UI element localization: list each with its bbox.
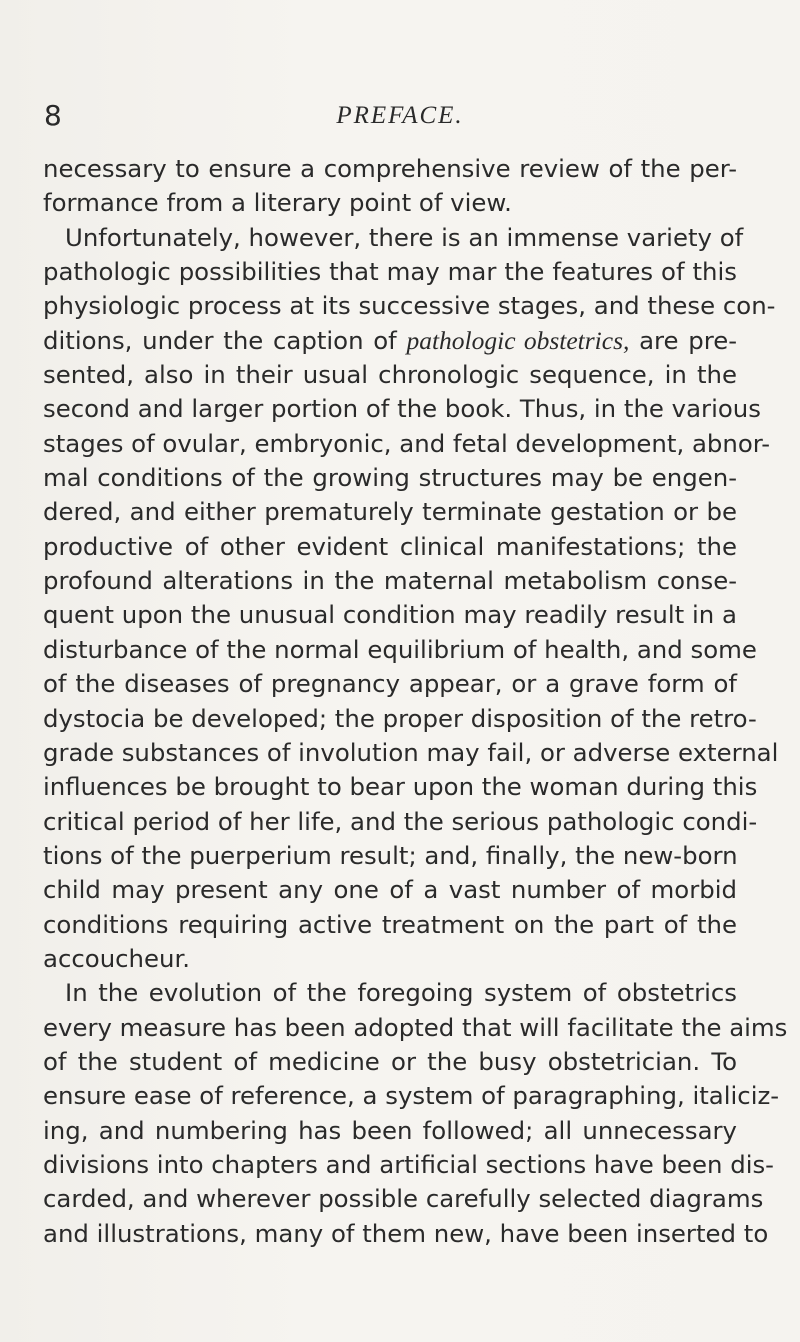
text-line: sented, also in their usual chronologic sequence, in the xyxy=(43,360,737,390)
text-line: every measure has been adopted that will facilitate the aims xyxy=(43,1012,788,1042)
text-line: stages of ovular, embryonic, and fetal development, abnor- xyxy=(43,428,771,458)
text-line: accoucheur. xyxy=(43,943,191,973)
body-text xyxy=(43,152,788,1251)
text-line: In the evolution of the foregoing system of obstetrics xyxy=(65,978,737,1008)
text-line: child may present any one of a vast number of morbid xyxy=(43,875,737,905)
text-line: critical period of her life, and the serious pathologic condi- xyxy=(43,806,758,836)
text-line: formance from a literary point of view. xyxy=(43,188,512,218)
text-line: disturbance of the normal equilibrium of health, and some xyxy=(43,634,757,664)
text-line: ensure ease of reference, a system of paragraphing, italiciz- xyxy=(43,1081,780,1111)
text-line: influences be brought to bear upon the woman during this xyxy=(43,772,758,802)
text-line: pathologic possibilities that may mar the features of this xyxy=(43,257,737,287)
text-line: tions of the puerperium result; and, finally, the new-born xyxy=(43,840,738,870)
text-line: and illustrations, many of them new, have been inserted to xyxy=(43,1218,769,1248)
running-title: PREFACE. xyxy=(336,102,464,129)
text-line: quent upon the unusual condition may readily result in a xyxy=(43,600,737,630)
running-head xyxy=(44,96,734,136)
text-line-part: are pre- xyxy=(639,325,738,355)
text-line: carded, and wherever possible carefully selected diagrams xyxy=(43,1184,764,1214)
text-line: dered, and either prematurely terminate gestation or be xyxy=(43,497,737,527)
text-line: second and larger portion of the book. Thus, in the various xyxy=(43,394,761,424)
text-line: of the diseases of pregnancy appear, or a grave form of xyxy=(43,669,737,699)
text-line: profound alterations in the maternal metabolism conse- xyxy=(43,566,737,596)
text-line-part: ditions, under the caption of xyxy=(43,325,397,355)
page-number: 8 xyxy=(44,99,62,132)
text-line: necessary to ensure a comprehensive review of the per- xyxy=(43,154,737,183)
text-line: productive of other evident clinical manifestations; the xyxy=(43,531,737,561)
text-line: Unfortunately, however, there is an immense variety of xyxy=(65,222,744,252)
text-line: ing, and numbering has been followed; all unnecessary xyxy=(43,1115,737,1145)
text-line xyxy=(43,324,737,358)
italic-phrase: pathologic obstetrics, xyxy=(406,325,630,355)
text-line: divisions into chapters and artificial sections have been dis- xyxy=(43,1149,774,1179)
text-line: conditions requiring active treatment on the part of the xyxy=(43,909,737,939)
text-line: dystocia be developed; the proper disposition of the retro- xyxy=(43,703,757,733)
text-line: grade substances of involution may fail, or adverse external xyxy=(43,737,779,767)
text-line: of the student of medicine or the busy obstetrician. To xyxy=(43,1046,737,1076)
text-line: mal conditions of the growing structures may be engen- xyxy=(43,463,737,493)
text-line: physiologic process at its successive stages, and these con- xyxy=(43,291,776,321)
